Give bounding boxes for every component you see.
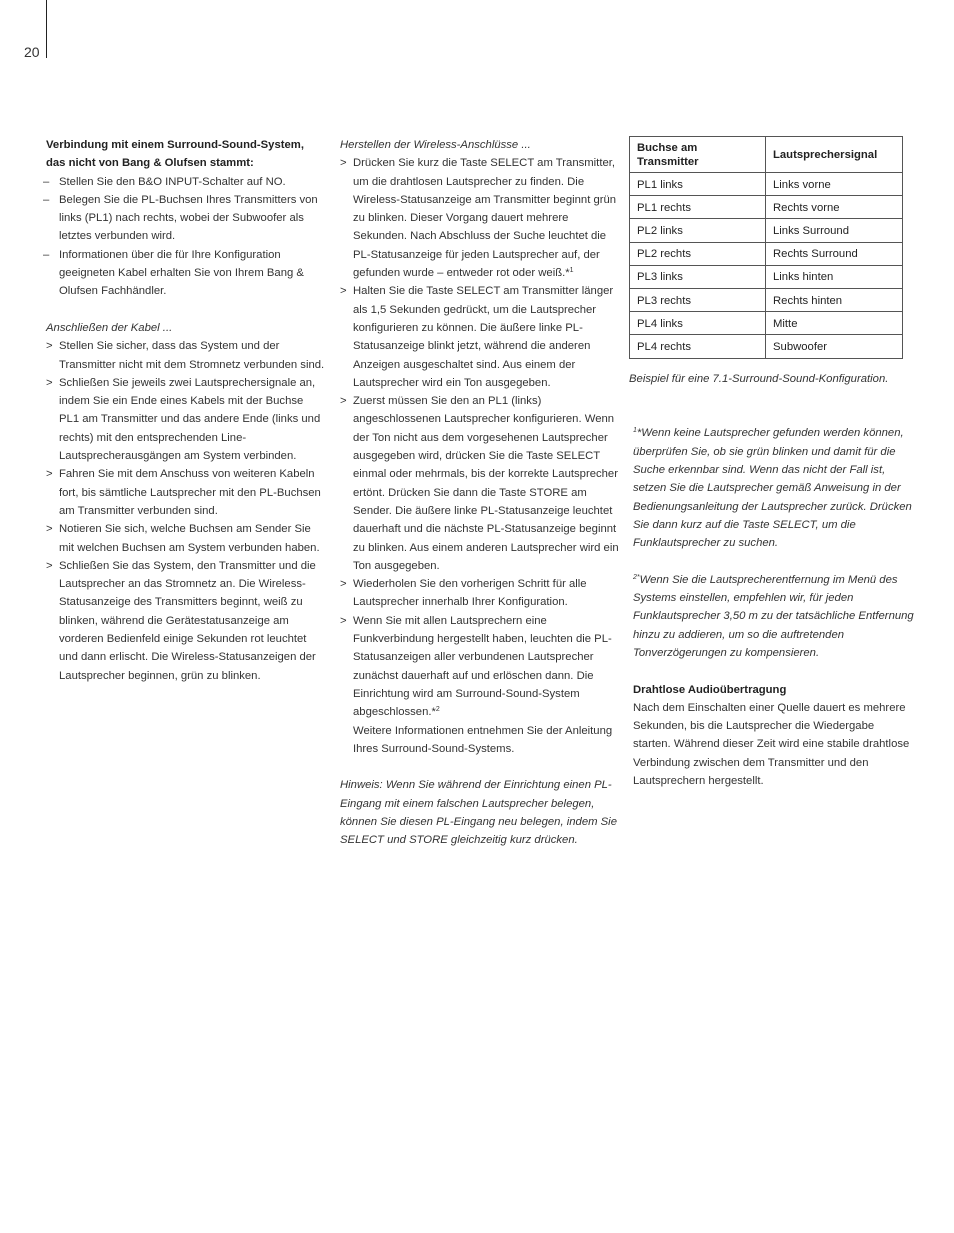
table-row xyxy=(630,196,903,219)
table-cell: PL4 links xyxy=(630,312,766,335)
table-row xyxy=(630,312,903,335)
column-header: Buchse am Transmitter xyxy=(630,137,766,173)
table-cell: Rechts vorne xyxy=(766,196,903,219)
table-cell: Rechts hinten xyxy=(766,288,903,311)
table-row xyxy=(630,219,903,242)
table-cell: PL4 rechts xyxy=(630,335,766,358)
list-marker: > xyxy=(46,559,53,572)
body-text: Nach dem Einschalten einer Quelle dauert es mehrere Sekunden, bis die Lautsprecher die Wiedergabe starten. Während dieser Zeit wird eine stabile drahtlose Verbindung zwischen dem Transmitter und den Lautsprechern hergestellt. xyxy=(633,701,910,788)
step-list xyxy=(340,154,620,758)
list-marker: – xyxy=(43,175,50,188)
table-cell: PL1 rechts xyxy=(630,196,766,219)
section-heading: Drahtlose Audioübertragung xyxy=(633,683,787,696)
table-cell: Subwoofer xyxy=(766,335,903,358)
note: Hinweis: Wenn Sie während der Einrichtung einen PL-Eingang mit einem falschen Lautsprecher belegen, können Sie diesen PL-Eingang neu belegen, indem Sie SELECT und STORE gleichzeitig kurz drücken. xyxy=(340,779,617,847)
step-list xyxy=(46,337,326,685)
list-marker: > xyxy=(340,157,347,170)
list-marker: – xyxy=(43,248,50,261)
list-item: > Wiederholen Sie den vorherigen Schritt für alle Lautsprecher innerhalb Ihrer Konfiguration. xyxy=(340,575,620,612)
list-item: – Informationen über die für Ihre Konfiguration geeigneten Kabel erhalten Sie von Ihrem Bang & Olufsen Fachhändler. xyxy=(46,246,326,301)
list-item: > Zuerst müssen Sie den an PL1 (links) angeschlossenen Lautsprecher konfigurieren. Wenn der Ton nicht aus dem vorgesehenen Lautsprecher ausgegeben wird, drücken Sie die Taste SELECT einmal oder mehrmals, bis der korrekte Lautsprecher ertönt. Drücken Sie dann die Taste STORE am Sender. Die äußere linke PL-Statusanzeige leuchtet dauerhaft und die nächste PL-Statusanzeige beginnt zu blinken. Aus einem anderen Lautsprecher wird ein Ton ausgegeben. xyxy=(340,392,620,575)
column-right xyxy=(629,136,914,790)
list-marker: > xyxy=(340,395,347,408)
table-row xyxy=(630,242,903,265)
section-heading: Verbindung mit einem Surround-Sound-System, das nicht von Bang & Olufsen stammt: xyxy=(46,139,304,170)
table-cell: Mitte xyxy=(766,312,903,335)
footnote-2: $^{2*}$Wenn Sie die Lautsprecherentfernung im Menü des Systems einstellen, empfehlen wir, für jeden Funklautsprecher 3,50 m zu der tatsächliche Entfernung hinzu zu addieren, um so die auftretenden Tonverzögerungen zu kompensieren. xyxy=(633,573,914,659)
list-marker: > xyxy=(46,523,53,536)
column-middle xyxy=(340,136,620,850)
table-cell: PL3 links xyxy=(630,265,766,288)
footnote-1: $^1$*Wenn keine Lautsprecher gefunden werden können, überprüfen Sie, ob sie grün blinken und damit für die Suche erkennbar sind. Wenn das nicht der Fall ist, setzen Sie die Lautsprecher gemäß Anweisung in der Bedienungsanleitung der Lautsprecher zurück. Drücken Sie dann kurz auf die Taste SELECT, um die Funklautsprecher zu suchen. xyxy=(633,427,912,550)
table-cell: PL2 rechts xyxy=(630,242,766,265)
list-item: > Drücken Sie kurz die Taste SELECT am Transmitter, um die drahtlosen Lautsprecher zu finden. Die Wireless-Statusanzeige am Transmitter beginnt grün zu blinken. Dieser Vorgang dauert mehrere Sekunden. Nach Abschluss der Suche leuchtet die PL-Statusanzeige für jeden Lautsprecher auf, der gefunden wurde – entweder rot oder weiß.*$^1$ xyxy=(340,154,620,282)
table-row xyxy=(630,288,903,311)
speaker-table xyxy=(629,136,903,359)
subheading: Herstellen der Wireless-Anschlüsse ... xyxy=(340,139,531,151)
table-row xyxy=(630,265,903,288)
table-cell: Links vorne xyxy=(766,173,903,196)
list-marker: > xyxy=(340,578,347,591)
list-item: > Halten Sie die Taste SELECT am Transmitter länger als 1,5 Sekunden gedrückt, um die Lautsprecher konfigurieren zu können. Die äußere linke PL-Statusanzeige blinkt jetzt, während die anderen Anzeigen ausgeschaltet sind. Aus einem der Lautsprecher wird ein Ton ausgegeben. xyxy=(340,282,620,392)
list-marker: > xyxy=(46,468,53,481)
page-number: 20 xyxy=(24,44,40,60)
list-marker: – xyxy=(43,193,50,206)
table-cell: PL2 links xyxy=(630,219,766,242)
table-caption: Beispiel für eine 7.1-Surround-Sound-Konfiguration. xyxy=(629,372,889,385)
table-cell: Links Surround xyxy=(766,219,903,242)
list-item: > Wenn Sie mit allen Lautsprechern eine Funkverbindung hergestellt haben, leuchten die PL-Statusanzeigen aller verbundenen Lautsprecher zunächst dauerhaft auf und erlöschen dann. Die Einrichtung wird am Surround-Sound-System abgeschlossen.*$^2$ Weitere Informationen entnehmen Sie der Anleitung Ihres Surround-Sound-Systems. xyxy=(340,612,620,758)
list-item: > Schließen Sie das System, den Transmitter und die Lautsprecher an das Stromnetz an. Die Wireless-Statusanzeige des Transmitters beginnt, weiß zu blinken, während die Gerätestatusanzeige am vorderen Bedienfeld einige Sekunden rot leuchtet und dann erlischt. Die Wireless-Statusanzeigen der Lautsprecher beginnen, grün zu blinken. xyxy=(46,557,326,685)
list-marker: > xyxy=(340,614,347,627)
table-row xyxy=(630,335,903,358)
list-item: > Notieren Sie sich, welche Buchsen am Sender Sie mit welchen Buchsen am System verbunden haben. xyxy=(46,520,326,557)
list-marker: > xyxy=(46,376,53,389)
list-marker: > xyxy=(340,285,347,298)
table-row xyxy=(630,173,903,196)
list-item: – Belegen Sie die PL-Buchsen Ihres Transmitters von links (PL1) nach rechts, wobei der Subwoofer als letztes verbunden wird. xyxy=(46,191,326,246)
column-left xyxy=(43,136,326,685)
list-item: – Stellen Sie den B&O INPUT-Schalter auf NO. xyxy=(46,173,326,191)
dash-list xyxy=(43,173,326,301)
table-cell: Links hinten xyxy=(766,265,903,288)
table-cell: Rechts Surround xyxy=(766,242,903,265)
table-header-row xyxy=(630,137,903,173)
list-item: > Fahren Sie mit dem Anschuss von weiteren Kabeln fort, bis sämtliche Lautsprecher mit den PL-Buchsen am Transmitter verbunden sind. xyxy=(46,465,326,520)
margin-rule xyxy=(46,0,47,58)
list-item: > Schließen Sie jeweils zwei Lautsprechersignale an, indem Sie ein Ende eines Kabels mit der Buchse PL1 am Transmitter und das andere Ende (links und rechts) mit den entsprechenden Line-Lautsprecherausgängen am System verbinden. xyxy=(46,374,326,465)
list-item: > Stellen Sie sicher, dass das System und der Transmitter nicht mit dem Stromnetz verbunden sind. xyxy=(46,337,326,374)
table-cell: PL1 links xyxy=(630,173,766,196)
table-cell: PL3 rechts xyxy=(630,288,766,311)
list-marker: > xyxy=(46,340,53,353)
column-header: Lautsprechersignal xyxy=(766,137,903,173)
subheading: Anschließen der Kabel ... xyxy=(46,321,173,334)
